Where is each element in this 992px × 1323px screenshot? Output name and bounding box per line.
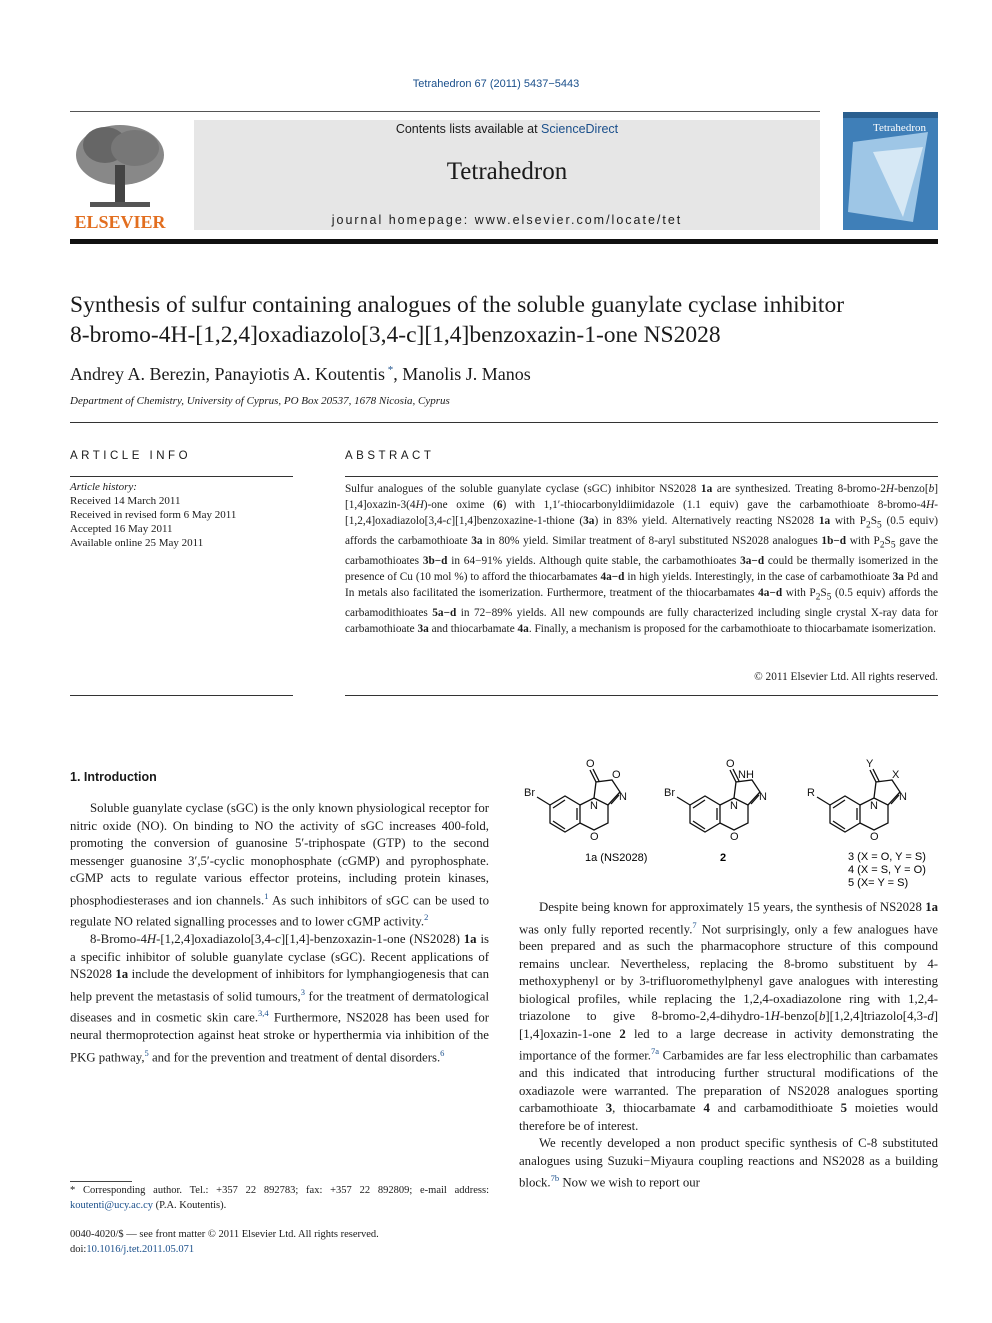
svg-text:O: O xyxy=(612,769,621,781)
divider xyxy=(70,695,293,696)
svg-text:Br: Br xyxy=(524,787,535,799)
header-thick-rule xyxy=(70,239,938,244)
label-5: 5 (X= Y = S) xyxy=(848,877,909,889)
author: Manolis J. Manos xyxy=(402,364,531,384)
abstract-text: Sulfur analogues of the soluble guanylate cyclase (sGC) inhibitor NS2028 1a are synthesized. Treating 8-bromo-2H-benzo[b][1,4]oxazin-3(4H)-one oxime (6) with 1,1′-thiocarbonyldiimidazole (1.1 equiv) gave the carbamothioate 8-bromo-4H-[1,2,4]oxadiazolo[3,4-c][1,4]benzoxazine-1-thione (3a) in 83% yield. Alternatively reacting NS2028 1a with $P_2S_5$ (0.5 equiv) affords the carbamothioate 3a in 80% yield. Similar treatment of 8-aryl substituted NS2028 analogues 1b−d with $P_2S_5$ gave the carbamothioates 3b−d in 64−91% yields. Although quite stable, the carbamothioates 3a−d could be thermally isomerized in the presence of Cu (10 mol %) to afford the thiocarbamates 4a−d in high yields. Interestingly, in the case of carbamothioate 3a Pd and In metals also facilitated the isomerization. Furthermore, treatment of the thiocarbamates 4a−d with $P_2S_5$ (0.5 equiv) affords the carbamodithioates 5a−d in 72−89% yields. All new compounds are fully characterized including single crystal X-ray data for carbamothioate 3a and thiocarbamate 4a. Finally, a mechanism is proposed for the carbamothioate to thiocarbamate isomerization. xyxy=(345,483,939,635)
author-list: Andrey A. Berezin, Panayiotis A. Koutentis *, Manolis J. Manos xyxy=(70,364,531,384)
svg-text:N: N xyxy=(619,791,627,803)
footnote-rule xyxy=(70,1181,132,1182)
issn-doi: 0040-4020/$ — see front matter © 2011 Elsevier Ltd. All rights reserved. doi:10.1016/j.tet.2011.05.071 xyxy=(70,1229,379,1255)
history-item: Received 14 March 2011 xyxy=(70,495,181,507)
divider xyxy=(70,476,293,477)
copyright: © 2011 Elsevier Ltd. All rights reserved. xyxy=(754,671,938,683)
svg-text:O: O xyxy=(726,758,735,770)
svg-text:R: R xyxy=(807,787,815,799)
contents-line: Contents lists available at ScienceDirect xyxy=(395,122,619,136)
tree-icon xyxy=(70,120,170,232)
svg-text:N: N xyxy=(590,800,598,812)
author: Andrey A. Berezin xyxy=(70,364,206,384)
affiliation: Department of Chemistry, University of Cyprus, PO Box 20537, 1678 Nicosia, Cyprus xyxy=(70,395,450,407)
chemical-structures-figure xyxy=(520,752,940,897)
history-item: Received in revised form 6 May 2011 xyxy=(70,509,237,521)
author: Panayiotis A. Koutentis xyxy=(214,364,385,384)
body-left-column: Soluble guanylate cyclase (sGC) is the only known physiological receptor for nitric oxide (NO). On binding to NO the activity of sGC increases 400-fold, promoting the conversion of guanosine 5′-triphospate (GTP) to the second messenger guanosine 3′,5′-cyclic monophosphate (cGMP) and pyrophosphate. cGMP acts to regulate various effector proteins, including protein kinases, phosphodiesterases and ion channels.$^1$ As such inhibitors of sGC can be used to regulate NO related signalling processes and to lower cGMP activity.$^2$ 8-Bromo-4H-[1,2,4]oxadiazolo[3,4-c][1,4]-benzoxazin-1-one (NS2028) 1a is a specific inhibitor of soluble guanylate cyclase (sGC). Recent applications of NS2028 1a include the development of inhibitors for lymphangiogenesis that can help prevent the metastasis of solid tumours,$^3$ for the treatment of dermatological diseases and in cosmetic skin care.$^{3,4}$ Furthermore, NS2028 has been used for neural thermoprotection against heat stroke or hyperthermia via inhibition of the PKG pathway,$^5$ and for the prevention and treatment of dental disorders.$^6$ xyxy=(70,801,490,1064)
history-item: Available online 25 May 2011 xyxy=(70,537,204,549)
label-4: 4 (X = S, Y = O) xyxy=(848,864,926,876)
journal-banner xyxy=(194,120,820,230)
sciencedirect-link[interactable]: ScienceDirect xyxy=(541,122,619,136)
svg-text:N: N xyxy=(730,800,738,812)
journal-cover xyxy=(843,112,938,230)
svg-text:O: O xyxy=(590,831,599,843)
corresponding-author-footnote: * Corresponding author. Tel.: +357 22 892783; fax: +357 22 892809; e-mail address: koutenti@ucy.ac.cy (P.A. Koutentis). xyxy=(70,1185,489,1211)
journal-reference[interactable]: Tetrahedron 67 (2011) 5437−5443 xyxy=(412,78,580,90)
cover-title: Tetrahedron xyxy=(873,122,926,134)
svg-text:N: N xyxy=(899,791,907,803)
label-2: 2 xyxy=(720,852,727,864)
article-history: Article history: Received 14 March 2011 Received in revised form 6 May 2011 Accepted 16 May 2011 Available online 25 May 2011 xyxy=(70,480,293,550)
journal-name: Tetrahedron xyxy=(446,158,568,185)
svg-text:O: O xyxy=(870,831,879,843)
svg-text:NH: NH xyxy=(738,769,754,781)
article-title: Synthesis of sulfur containing analogues of the soluble guanylate cyclase inhibitor 8-bromo-4H-[1,2,4]oxadiazolo[3,4-c][1,4]benzoxazin-1-one NS2028 xyxy=(70,292,845,348)
section-heading-introduction: 1. Introduction xyxy=(70,770,157,784)
label-1a: 1a (NS2028) xyxy=(585,852,648,864)
corresponding-mark[interactable]: * xyxy=(384,364,394,376)
svg-text:X: X xyxy=(892,769,900,781)
divider xyxy=(345,695,938,696)
elsevier-wordmark: ELSEVIER xyxy=(74,212,166,232)
body-right-column: Despite being known for approximately 15 years, the synthesis of NS2028 1a was only fully reported recently.$^7$ Not surprisingly, only a few analogues have been prepared and as such the pharmacophore structure of this compound remains unclear. Nevertheless, replacing the 8-bromo substituent by 4-methoxyphenyl or by 3-trifluoromethylphenyl gave analogues with interesting biological profiles, while replacing the 1,2,4-oxadiazolone ring with 1,2,4-triazolone to give 8-bromo-2,4-dihydro-1H-benzo[b][1,2,4]triazolo[4,3-d][1,4]oxazin-1-one 2 led to a large decrease in activity demonstrating the importance of the former.$^{7a}$ Carbamides are far less electrophilic than carbamates and this indicated that introducing further structural modifications of the oxadiazole were warranted. The preparation of NS2028 analogues sporting carbamothioate 3, thiocarbamate 4 and carbamodithioate 5 moieties would therefore be of interest. We recently developed a non product specific synthesis of C-8 substituted analogues using Suzuki−Miyaura coupling reactions and NS2028 as a building block.$^{7b}$ Now we wish to report our xyxy=(519,900,939,1190)
header-rule xyxy=(70,111,820,112)
doi-link[interactable]: 10.1016/j.tet.2011.05.071 xyxy=(86,1243,195,1255)
structure-3-5 xyxy=(817,769,900,832)
divider xyxy=(70,422,938,423)
email-link[interactable]: koutenti@ucy.ac.cy xyxy=(70,1199,154,1211)
history-item: Accepted 16 May 2011 xyxy=(70,523,173,535)
abstract-heading: ABSTRACT xyxy=(345,450,435,462)
svg-text:Y: Y xyxy=(866,758,874,770)
structure-1a xyxy=(537,769,620,832)
label-3: 3 (X = O, Y = S) xyxy=(848,851,926,863)
journal-homepage[interactable]: journal homepage: www.elsevier.com/locate/tet xyxy=(331,213,683,227)
svg-text:N: N xyxy=(759,791,767,803)
divider xyxy=(345,476,938,477)
svg-text:O: O xyxy=(586,758,595,770)
article-info-heading: ARTICLE INFO xyxy=(70,450,192,462)
elsevier-logo xyxy=(70,120,170,232)
svg-text:N: N xyxy=(870,800,878,812)
svg-text:Br: Br xyxy=(664,787,675,799)
svg-text:O: O xyxy=(730,831,739,843)
